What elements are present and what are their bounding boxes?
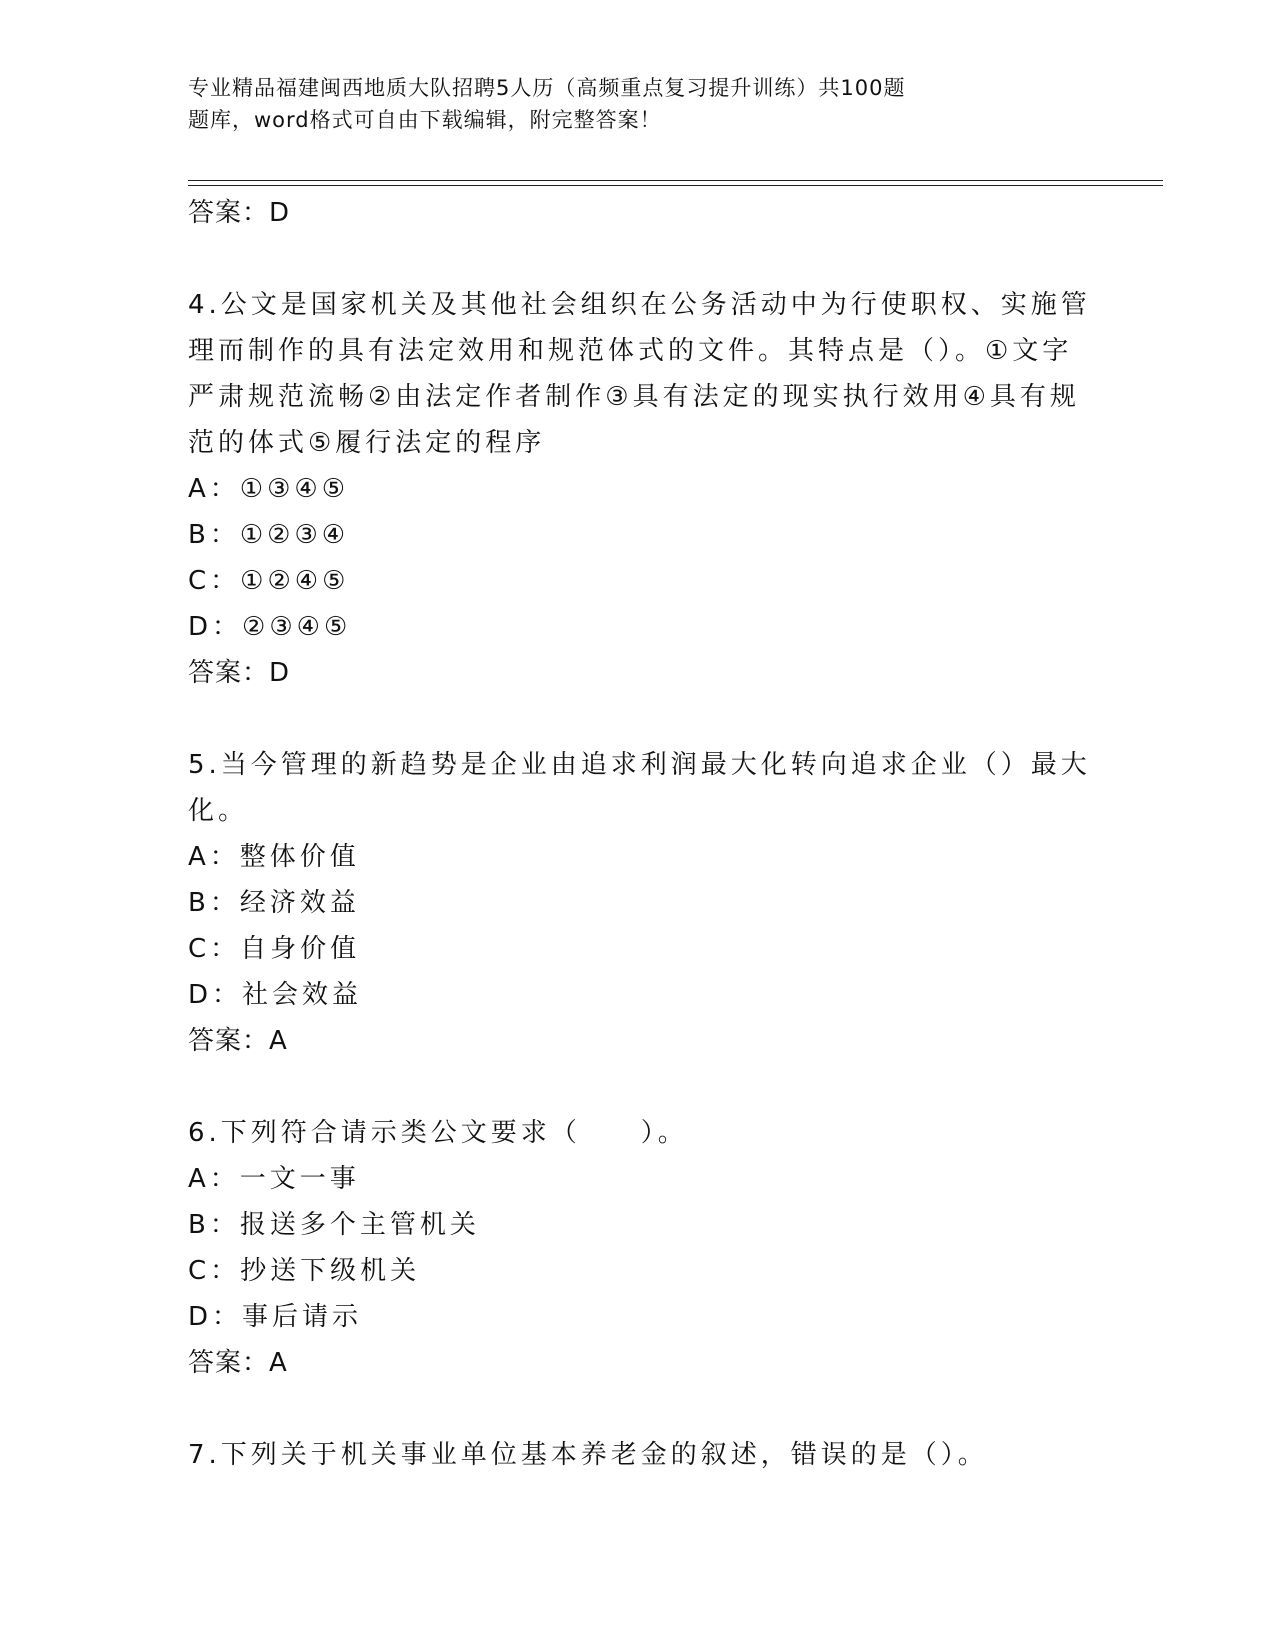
option-d: D：②③④⑤ xyxy=(188,612,352,642)
document-header xyxy=(188,72,1028,136)
question-text xyxy=(188,1110,1088,1156)
spacer xyxy=(188,236,1088,282)
question-line: 化。 xyxy=(188,796,249,826)
spacer xyxy=(188,1064,1088,1110)
header-divider-top xyxy=(188,180,1163,181)
option-b: B：经济效益 xyxy=(188,888,360,918)
question-line: 6.下列符合请示类公文要求（ ）。 xyxy=(188,1118,688,1148)
question-item xyxy=(188,1110,1088,1386)
option-d: D：事后请示 xyxy=(188,1302,363,1332)
spacer xyxy=(188,696,1088,742)
header-line-2: 题库，word格式可自由下载编辑，附完整答案！ xyxy=(188,108,662,132)
option-b: B：报送多个主管机关 xyxy=(188,1210,480,1240)
header-line-1: 专业精品福建闽西地质大队招聘5人历（高频重点复习提升训练）共100题 xyxy=(188,76,906,100)
answer: 答案：D xyxy=(188,658,291,688)
previous-answer: 答案：D xyxy=(188,198,291,228)
question-line: 范的体式⑤履行法定的程序 xyxy=(188,428,546,458)
option-b: B：①②③④ xyxy=(188,520,350,550)
spacer xyxy=(188,1386,1088,1432)
question-item xyxy=(188,742,1091,1064)
question-line: 理而制作的具有法定效用和规范体式的文件。其特点是（）。①文字 xyxy=(188,336,1073,366)
option-c: C：自身价值 xyxy=(188,934,361,964)
question-text xyxy=(188,1432,1088,1478)
question-item xyxy=(188,1432,1088,1478)
answer: 答案：A xyxy=(188,1348,288,1378)
question-list xyxy=(188,190,1091,1478)
option-a: A：一文一事 xyxy=(188,1164,360,1194)
option-d: D：社会效益 xyxy=(188,980,363,1010)
question-line: 5.当今管理的新趋势是企业由追求利润最大化转向追求企业（）最大 xyxy=(188,750,1091,780)
question-line: 4.公文是国家机关及其他社会组织在公务活动中为行使职权、实施管 xyxy=(188,290,1091,320)
option-c: C：①②④⑤ xyxy=(188,566,350,596)
option-a: A：①③④⑤ xyxy=(188,474,350,504)
option-c: C：抄送下级机关 xyxy=(188,1256,421,1286)
question-text xyxy=(188,282,1091,466)
header-divider-bottom xyxy=(188,185,1163,186)
answer: 答案：A xyxy=(188,1026,288,1056)
question-text xyxy=(188,742,1091,834)
option-a: A：整体价值 xyxy=(188,842,360,872)
question-line: 严肃规范流畅②由法定作者制作③具有法定的现实执行效用④具有规 xyxy=(188,382,1080,412)
question-line: 7.下列关于机关事业单位基本养老金的叙述，错误的是（）。 xyxy=(188,1440,988,1470)
question-item xyxy=(188,282,1091,696)
